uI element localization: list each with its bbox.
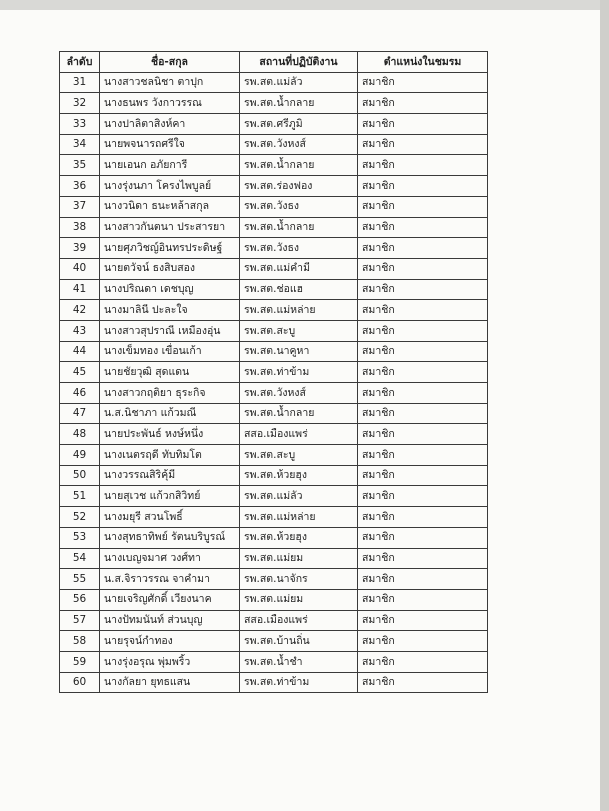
header-workplace: สถานที่ปฏิบัติงาน xyxy=(240,52,358,73)
club-position: สมาชิก xyxy=(358,258,488,279)
workplace: รพ.สต.วังธง xyxy=(240,238,358,259)
club-position: สมาชิก xyxy=(358,527,488,548)
workplace: รพ.สต.แม่คำมี xyxy=(240,258,358,279)
scan-edge-right xyxy=(600,0,609,811)
table-row xyxy=(60,445,488,466)
row-number: 54 xyxy=(60,548,100,569)
table-row xyxy=(60,176,488,197)
member-name: นางสาวกันตนา ประสารยา xyxy=(100,217,240,238)
row-number: 58 xyxy=(60,631,100,652)
club-position: สมาชิก xyxy=(358,383,488,404)
club-position: สมาชิก xyxy=(358,300,488,321)
member-name: นายพจนารถศรีใจ xyxy=(100,134,240,155)
workplace: รพ.สต.น้ำกลาย xyxy=(240,155,358,176)
table-row xyxy=(60,300,488,321)
club-position: สมาชิก xyxy=(358,651,488,672)
member-name: นางมยุรี สวนโพธิ์ xyxy=(100,507,240,528)
row-number: 43 xyxy=(60,320,100,341)
member-name: นางสุทธาทิพย์ รัตนบริบูรณ์ xyxy=(100,527,240,548)
club-position: สมาชิก xyxy=(358,155,488,176)
table-row xyxy=(60,155,488,176)
row-number: 53 xyxy=(60,527,100,548)
table-row xyxy=(60,610,488,631)
workplace: สสอ.เมืองแพร่ xyxy=(240,424,358,445)
row-number: 32 xyxy=(60,93,100,114)
table-row xyxy=(60,486,488,507)
workplace: รพ.สต.บ้านถิ่น xyxy=(240,631,358,652)
table-row xyxy=(60,383,488,404)
club-position: สมาชิก xyxy=(358,631,488,652)
table-row xyxy=(60,527,488,548)
table-row xyxy=(60,651,488,672)
table-row xyxy=(60,134,488,155)
row-number: 41 xyxy=(60,279,100,300)
row-number: 35 xyxy=(60,155,100,176)
member-name: นางสาวชลนิชา ตาปุก xyxy=(100,72,240,93)
member-name: นางวนิดา ธนะหล้าสกุล xyxy=(100,196,240,217)
workplace: รพ.สต.ท่าข้าม xyxy=(240,672,358,693)
row-number: 38 xyxy=(60,217,100,238)
table-row xyxy=(60,507,488,528)
club-position: สมาชิก xyxy=(358,507,488,528)
member-name: นางรุ่งอรุณ พุ่มพริ้ว xyxy=(100,651,240,672)
table-header-row xyxy=(60,52,488,73)
table-row xyxy=(60,403,488,424)
club-position: สมาชิก xyxy=(358,341,488,362)
member-name: นายตวัจน์ ธงสิบสอง xyxy=(100,258,240,279)
member-name: นายสุเวช แก้วกสิวิทย์ xyxy=(100,486,240,507)
row-number: 39 xyxy=(60,238,100,259)
club-position: สมาชิก xyxy=(358,279,488,300)
workplace: รพ.สต.ห้วยฮุง xyxy=(240,527,358,548)
row-number: 51 xyxy=(60,486,100,507)
member-name: นายประพันธ์ หงษ์หนึ่ง xyxy=(100,424,240,445)
table-row xyxy=(60,424,488,445)
table-row xyxy=(60,217,488,238)
member-name: นางสาวสุปราณี เหมืองอุ่น xyxy=(100,320,240,341)
member-name: นางเบญจมาศ วงศ์ทา xyxy=(100,548,240,569)
workplace: รพ.สต.นาคูหา xyxy=(240,341,358,362)
member-name: นายรุจน์กำทอง xyxy=(100,631,240,652)
workplace: รพ.สต.สะบู xyxy=(240,320,358,341)
workplace: รพ.สต.แม่หล่าย xyxy=(240,300,358,321)
workplace: รพ.สต.แม่ยม xyxy=(240,589,358,610)
workplace: สสอ.เมืองแพร่ xyxy=(240,610,358,631)
header-name: ชื่อ-สกุล xyxy=(100,52,240,73)
member-name: นายเอนก อภัยการี xyxy=(100,155,240,176)
member-name: น.ส.นิชาภา แก้วมณี xyxy=(100,403,240,424)
club-position: สมาชิก xyxy=(358,548,488,569)
member-name: นางปาลิตาสิงห์คา xyxy=(100,114,240,135)
workplace: รพ.สต.วังธง xyxy=(240,196,358,217)
row-number: 33 xyxy=(60,114,100,135)
club-position: สมาชิก xyxy=(358,134,488,155)
table-row xyxy=(60,258,488,279)
row-number: 56 xyxy=(60,589,100,610)
row-number: 48 xyxy=(60,424,100,445)
member-name: นางวรรณสิริคุ้มี xyxy=(100,465,240,486)
workplace: รพ.สต.ท่าข้าม xyxy=(240,362,358,383)
workplace: รพ.สต.ช่อแฮ xyxy=(240,279,358,300)
workplace: รพ.สต.ร่องฟอง xyxy=(240,176,358,197)
member-name: น.ส.จิราวรรณ จาคำมา xyxy=(100,569,240,590)
header-order: ลำดับ xyxy=(60,52,100,73)
table-row xyxy=(60,238,488,259)
club-position: สมาชิก xyxy=(358,176,488,197)
row-number: 36 xyxy=(60,176,100,197)
club-position: สมาชิก xyxy=(358,424,488,445)
table-row xyxy=(60,672,488,693)
club-position: สมาชิก xyxy=(358,114,488,135)
table-row xyxy=(60,631,488,652)
row-number: 50 xyxy=(60,465,100,486)
table-row xyxy=(60,589,488,610)
workplace: รพ.สต.แม่ลัว xyxy=(240,486,358,507)
workplace: รพ.สต.น้ำชำ xyxy=(240,651,358,672)
member-name: นางปริณดา เดชบุญ xyxy=(100,279,240,300)
row-number: 59 xyxy=(60,651,100,672)
club-position: สมาชิก xyxy=(358,672,488,693)
row-number: 45 xyxy=(60,362,100,383)
member-name: นายเจริญศักดิ์ เวียงนาค xyxy=(100,589,240,610)
row-number: 60 xyxy=(60,672,100,693)
scan-edge-top xyxy=(0,0,609,10)
row-number: 44 xyxy=(60,341,100,362)
workplace: รพ.สต.แม่ลัว xyxy=(240,72,358,93)
workplace: รพ.สต.ห้วยฮุง xyxy=(240,465,358,486)
club-position: สมาชิก xyxy=(358,610,488,631)
workplace: รพ.สต.วังหงส์ xyxy=(240,134,358,155)
table-row xyxy=(60,548,488,569)
member-name: นางเข็มทอง เขื่อนเก้า xyxy=(100,341,240,362)
member-name: นางสาวกฤติยา ธุระกิจ xyxy=(100,383,240,404)
club-position: สมาชิก xyxy=(358,589,488,610)
row-number: 31 xyxy=(60,72,100,93)
row-number: 37 xyxy=(60,196,100,217)
club-position: สมาชิก xyxy=(358,320,488,341)
member-name: นายชัยวุฒิ สุดแดน xyxy=(100,362,240,383)
table-row xyxy=(60,279,488,300)
club-position: สมาชิก xyxy=(358,486,488,507)
table-row xyxy=(60,320,488,341)
member-table xyxy=(59,51,488,693)
workplace: รพ.สต.สะบู xyxy=(240,445,358,466)
row-number: 40 xyxy=(60,258,100,279)
table-body xyxy=(60,72,488,693)
workplace: รพ.สต.แม่ยม xyxy=(240,548,358,569)
member-name: นางธนพร วังกาวรรณ xyxy=(100,93,240,114)
row-number: 57 xyxy=(60,610,100,631)
workplace: รพ.สต.น้ำกลาย xyxy=(240,217,358,238)
member-name: นางปัทมนันท์ ส่วนบุญ xyxy=(100,610,240,631)
workplace: รพ.สต.น้ำกลาย xyxy=(240,93,358,114)
workplace: รพ.สต.นาจักร xyxy=(240,569,358,590)
workplace: รพ.สต.ศรีภูมิ xyxy=(240,114,358,135)
row-number: 49 xyxy=(60,445,100,466)
workplace: รพ.สต.น้ำกลาย xyxy=(240,403,358,424)
row-number: 52 xyxy=(60,507,100,528)
club-position: สมาชิก xyxy=(358,362,488,383)
club-position: สมาชิก xyxy=(358,217,488,238)
row-number: 46 xyxy=(60,383,100,404)
club-position: สมาชิก xyxy=(358,445,488,466)
member-name: นางกัลยา ยุทธแสน xyxy=(100,672,240,693)
workplace: รพ.สต.แม่หล่าย xyxy=(240,507,358,528)
member-name: นายศุภวิชญ์อินทรประดิษฐ์ xyxy=(100,238,240,259)
table-row xyxy=(60,72,488,93)
table-row xyxy=(60,362,488,383)
row-number: 34 xyxy=(60,134,100,155)
table-row xyxy=(60,341,488,362)
club-position: สมาชิก xyxy=(358,465,488,486)
table-row xyxy=(60,196,488,217)
club-position: สมาชิก xyxy=(358,93,488,114)
header-club-position: ตำแหน่งในชมรม xyxy=(358,52,488,73)
table-row xyxy=(60,114,488,135)
row-number: 55 xyxy=(60,569,100,590)
table-row xyxy=(60,465,488,486)
club-position: สมาชิก xyxy=(358,72,488,93)
club-position: สมาชิก xyxy=(358,569,488,590)
club-position: สมาชิก xyxy=(358,403,488,424)
row-number: 47 xyxy=(60,403,100,424)
club-position: สมาชิก xyxy=(358,238,488,259)
club-position: สมาชิก xyxy=(358,196,488,217)
table-row xyxy=(60,93,488,114)
workplace: รพ.สต.วังหงส์ xyxy=(240,383,358,404)
member-name: นางรุ่งนภา โครงไพบูลย์ xyxy=(100,176,240,197)
member-name: นางเนตรฤดี ทับทิมโต xyxy=(100,445,240,466)
table-row xyxy=(60,569,488,590)
row-number: 42 xyxy=(60,300,100,321)
member-name: นางมาลินี ปะละใจ xyxy=(100,300,240,321)
